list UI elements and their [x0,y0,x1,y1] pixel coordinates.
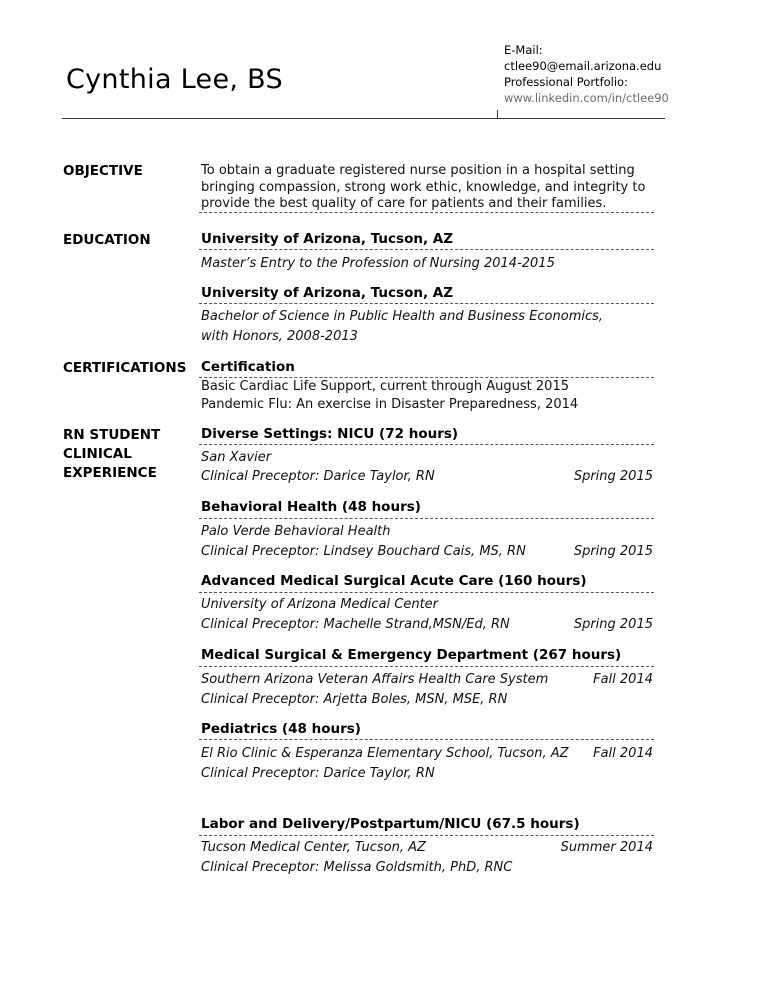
experience-divider [199,835,654,836]
candidate-name: Cynthia Lee, BS [66,64,283,95]
experience-site: University of Arizona Medical Center [201,597,439,612]
experience-term: Fall 2014 [593,672,653,687]
experience-preceptor: Clinical Preceptor: Lindsey Bouchard Cais, MS, RN [201,544,526,559]
experience-label-line2: CLINICAL [63,446,132,462]
objective-divider [199,212,654,213]
header-divider-tick [497,110,498,119]
experience-title: Pediatrics (48 hours) [201,721,361,737]
certification-item: Basic Cardiac Life Support, current through August 2015 [201,379,569,394]
objective-label: OBJECTIVE [63,163,143,179]
experience-preceptor: Clinical Preceptor: Darice Taylor, RN [201,469,435,484]
portfolio-label: Professional Portfolio: [504,75,628,89]
experience-site: El Rio Clinic & Esperanza Elementary School, Tucson, AZ [201,746,569,761]
experience-label-line3: EXPERIENCE [63,465,157,481]
experience-site: Tucson Medical Center, Tucson, AZ [201,840,426,855]
experience-site: Palo Verde Behavioral Health [201,524,391,539]
education-divider-1 [199,249,654,250]
experience-divider [199,666,654,667]
experience-divider [199,739,654,740]
education-school-1: University of Arizona, Tucson, AZ [201,231,454,247]
certifications-divider [199,377,654,378]
experience-label-line1: RN STUDENT [63,427,161,443]
experience-preceptor: Clinical Preceptor: Melissa Goldsmith, PhD, RNC [201,860,513,875]
education-degree-2-line1: Bachelor of Science in Public Health and Business Economics, [201,309,604,324]
certifications-label: CERTIFICATIONS [63,360,187,376]
email-label: E-Mail: [504,43,543,57]
education-degree-1: Master’s Entry to the Profession of Nursing 2014-2015 [201,256,555,271]
contact-block [504,42,669,106]
experience-divider [199,518,654,519]
objective-text: To obtain a graduate registered nurse position in a hospital setting bringing compassion, strong work ethic, knowledge, and integrity to provide the best quality of care for patients and their families. [201,163,646,211]
experience-term: Spring 2015 [573,617,653,632]
experience-term: Fall 2014 [593,746,653,761]
education-label: EDUCATION [63,232,151,248]
education-school-2: University of Arizona, Tucson, AZ [201,285,454,301]
experience-preceptor: Clinical Preceptor: Arjetta Boles, MSN, MSE, RN [201,692,508,707]
experience-site: Southern Arizona Veteran Affairs Health Care System [201,672,549,687]
portfolio-link[interactable]: www.linkedin.com/in/ctlee90 [504,91,669,105]
certifications-heading: Certification [201,359,295,375]
experience-title: Advanced Medical Surgical Acute Care (160 hours) [201,573,587,589]
experience-site: San Xavier [201,450,272,465]
header-divider [62,118,665,119]
education-degree-2-line2: with Honors, 2008-2013 [201,329,358,344]
experience-title: Diverse Settings: NICU (72 hours) [201,426,459,442]
experience-title: Behavioral Health (48 hours) [201,499,421,515]
experience-term: Spring 2015 [573,544,653,559]
experience-preceptor: Clinical Preceptor: Machelle Strand,MSN/Ed, RN [201,617,510,632]
experience-title: Labor and Delivery/Postpartum/NICU (67.5 hours) [201,816,580,832]
experience-preceptor: Clinical Preceptor: Darice Taylor, RN [201,766,435,781]
certification-item: Pandemic Flu: An exercise in Disaster Preparedness, 2014 [201,397,579,412]
experience-title: Medical Surgical & Emergency Department (267 hours) [201,647,622,663]
experience-term: Spring 2015 [573,469,653,484]
education-divider-2 [199,303,654,304]
email-address[interactable]: ctlee90@email.arizona.edu [504,59,662,73]
experience-divider [199,444,654,445]
experience-divider [199,592,654,593]
experience-term: Summer 2014 [560,840,653,855]
